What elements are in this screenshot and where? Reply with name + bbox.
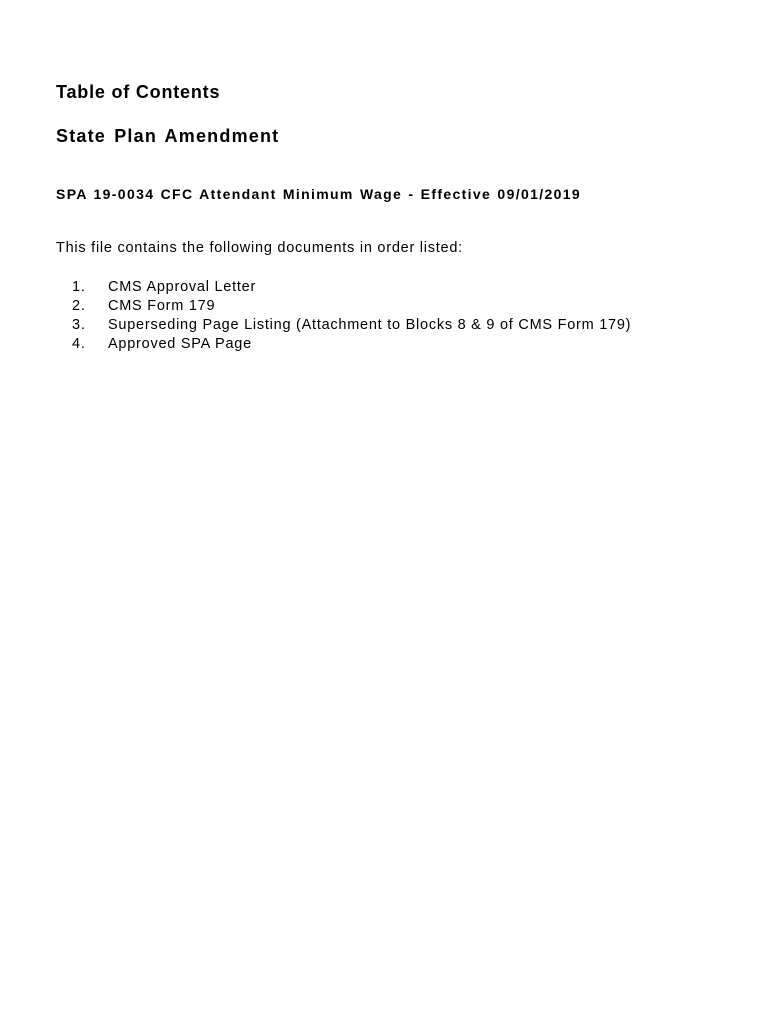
list-item-label: Approved SPA Page xyxy=(108,336,252,352)
list-item-number: 3. xyxy=(72,317,86,333)
list-item-number: 2. xyxy=(72,298,86,314)
intro-text: This file contains the following documents in order listed: xyxy=(56,240,463,256)
list-item-label: CMS Form 179 xyxy=(108,298,216,314)
list-item-number: 1. xyxy=(72,279,86,295)
state-plan-amendment-heading: State Plan Amendment xyxy=(56,126,280,146)
table-of-contents-heading: Table of Contents xyxy=(56,82,221,102)
list-item-label: CMS Approval Letter xyxy=(108,279,257,295)
list-item xyxy=(72,278,631,297)
spa-title: SPA 19-0034 CFC Attendant Minimum Wage - Effective 09/01/2019 xyxy=(56,186,581,202)
document-list xyxy=(72,278,631,354)
list-item xyxy=(72,335,631,354)
list-item xyxy=(72,297,631,316)
list-item xyxy=(72,316,631,335)
list-item-label: Superseding Page Listing (Attachment to Blocks 8 & 9 of CMS Form 179) xyxy=(108,317,632,333)
list-item-number: 4. xyxy=(72,336,86,352)
